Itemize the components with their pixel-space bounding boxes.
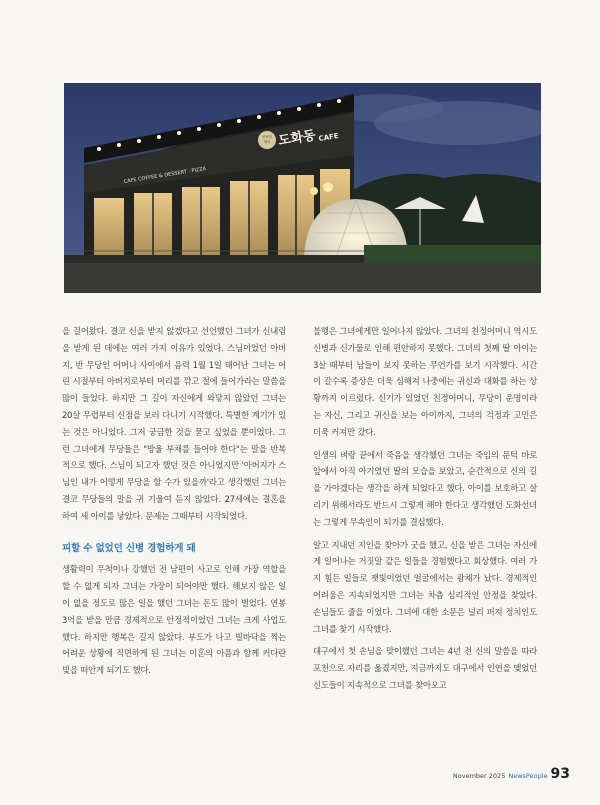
issue-date: November 2025 (452, 772, 506, 780)
magazine-brand: NewsPeople (508, 772, 548, 780)
sign-cafe: CAFE (318, 131, 340, 143)
cafe-night-image (64, 83, 541, 293)
left-column (62, 323, 286, 685)
article-paragraph: 대구에서 첫 손님을 맞이했던 그녀는 4년 전 신의 말씀을 따라 포천으로 자리를 옮겼지만, 지금까지도 대구에서 인연을 맺었던 신도들이 지속적으로 그녀를 찾아오고 (313, 646, 537, 690)
right-column (313, 323, 537, 700)
cafe-photo (64, 83, 541, 293)
article-paragraph: 을 걸어왔다. 결코 신을 받지 않겠다고 선언했던 그녀가 신내림을 받게 된 데에는 여러 가지 이유가 있었다. 스님이었던 아버지, 반 무당인 어머니 사이에서 음력 1월 1일 태어난 그녀는 어린 시절부터 아버지로부터 머리를 깎고 절에 들어가라는 말씀을 많이 들었다. 하지만 그 길이 자신에게 와닿지 않았던 그녀는 20살 무렵부터 신점을 보러 다니기 시작했다. 특별한 계기가 있는 것은 아니었다. 그저 궁금한 것을 묻고 싶었을 뿐이었다. 그런 그녀에게 무당들은 "방울 부채를 들어야 한다"는 말을 반복적으로 했다. 스님이 되고자 했던 것은 아니었지만 '아버지가 스님인 내가 어떻게 무당을 할 수가 있을까'라고 생각했던 그녀는 결코 무당들의 말을 귀 기울여 듣지 않았다. 27세에는 결혼을 하여 세 아이를 낳았다. 문제는 그때부터 시작되었다. (62, 326, 286, 521)
article-paragraph: 알고 지내던 지인을 찾아가 굿을 했고, 신을 받은 그녀는 자신에게 일어나는 거짓말 같은 일들을 경험했다고 회상했다. 여러 가지 힘든 일들로 잿빛이었던 얼굴에서는 광채가 났다. 경제적인 어려움은 지속되었지만 그녀는 차츰 심리적인 안정을 찾았다. 손님들도 줄을 이었다. 그녀에 대한 소문은 널리 퍼져 정치인도 그녀를 찾기 시작했다. (313, 539, 537, 634)
article-paragraph: 생활력이 무척이나 강했던 전 남편이 사고로 인해 가장 역할을 할 수 없게 되자 그녀는 가장이 되어야만 했다. 해보지 않은 일이 없을 정도로 많은 일을 했던 그녀는 돈도 많이 벌었다. 연봉 3억을 받을 만큼 경제적으로 안정적이었던 그녀는 크게 사업도 했다. 하지만 행복은 길지 않았다. 부도가 나고 빌바닥을 찍는 어려운 상황에 직면하게 된 그녀는 이혼의 아픔과 함께 커다란 빚을 떠안게 되기도 했다. (62, 564, 286, 676)
sign-badge-line2: 재료 (263, 140, 271, 144)
article-paragraph: 불행은 그녀에게만 일어나지 않았다. 그녀의 친정어머니 역시도 신병과 신가물로 인해 편안하지 못했다. 그녀의 첫째 딸 아이는 3살 때부터 남들이 보지 못하는 무언가를 보기 시작했다. 시간이 갈수록 증상은 더욱 심해져 나중에는 귀신과 대화를 하는 상황까지 이르렀다. 신기가 있었던 친정어머니, 무당이 운명이라는 자신, 그리고 귀신을 보는 아이까지, 그녀의 걱정과 고민은 더욱 커져만 갔다. (313, 326, 537, 437)
page-footer (453, 766, 570, 782)
sign-main-name: 도화동 (277, 128, 317, 149)
section-heading: 피할 수 없었던 신병 경험하게 돼 (62, 542, 196, 554)
sign-badge-line1: 신선한 (261, 135, 273, 139)
article-paragraph: 인생의 벼랑 끝에서 죽음을 생각했던 그녀는 죽임의 문턱 바로 앞에서 아직 아기였던 딸의 모습을 보았고, 순간적으로 신의 길을 가야겠다는 생각을 하게 되었다고 했다. 아이를 보호하고 살리기 위해서라도 반드시 그렇게 해야 한다고 생각했던 도화선녀는 그렇게 무속인이 되기를 결심했다. (313, 449, 537, 527)
page-number: 93 (550, 766, 570, 782)
sign-subline: CAFE COFFEE & DESSERT · PIZZA (123, 166, 207, 185)
